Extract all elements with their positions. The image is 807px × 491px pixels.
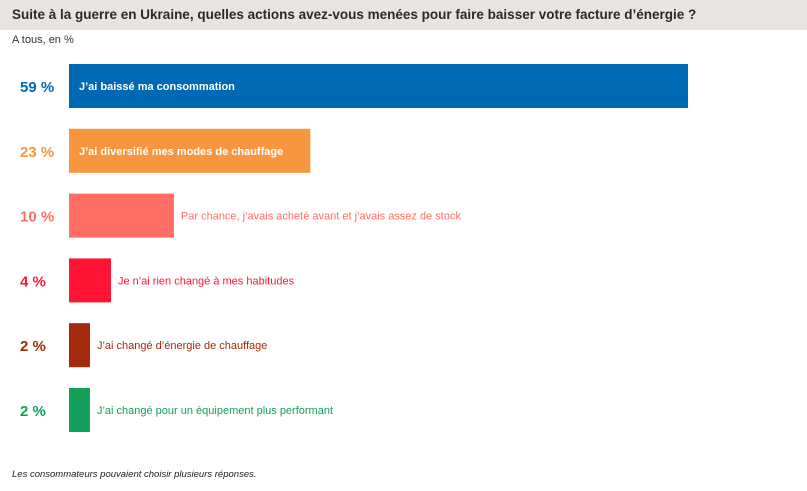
bar-4 <box>69 258 111 302</box>
category-label-2: J’ai diversifié mes modes de chauffage <box>79 145 284 158</box>
footnote: Les consommateurs pouvaient choisir plusieurs réponses. <box>12 469 257 480</box>
value-label-6: 2 % <box>20 403 46 420</box>
bar-6 <box>69 388 90 432</box>
bar-3 <box>69 194 174 238</box>
category-label-6: J’ai changé pour un équipement plus performant <box>96 405 334 417</box>
value-label-2: 23 % <box>20 143 55 161</box>
category-label-3: Par chance, j’avais acheté avant et j’avais assez de stock <box>180 210 461 223</box>
value-label-5: 2 % <box>20 338 46 356</box>
category-label-5: J’ai changé d’énergie de chauffage <box>96 340 268 353</box>
chart-subtitle: A tous, en % <box>12 34 74 46</box>
value-label-1: 59 % <box>20 79 55 96</box>
category-label-4: Je n’ai rien changé à mes habitudes <box>117 275 295 288</box>
bar-5 <box>69 323 90 367</box>
value-label-4: 4 % <box>20 273 46 291</box>
category-label-1: J’ai baissé ma consommation <box>79 81 235 93</box>
chart-title: Suite à la guerre en Ukraine, quelles actions avez-vous menées pour faire baisser votre facture d’énergie ? <box>12 7 697 22</box>
value-label-3: 10 % <box>20 208 55 226</box>
